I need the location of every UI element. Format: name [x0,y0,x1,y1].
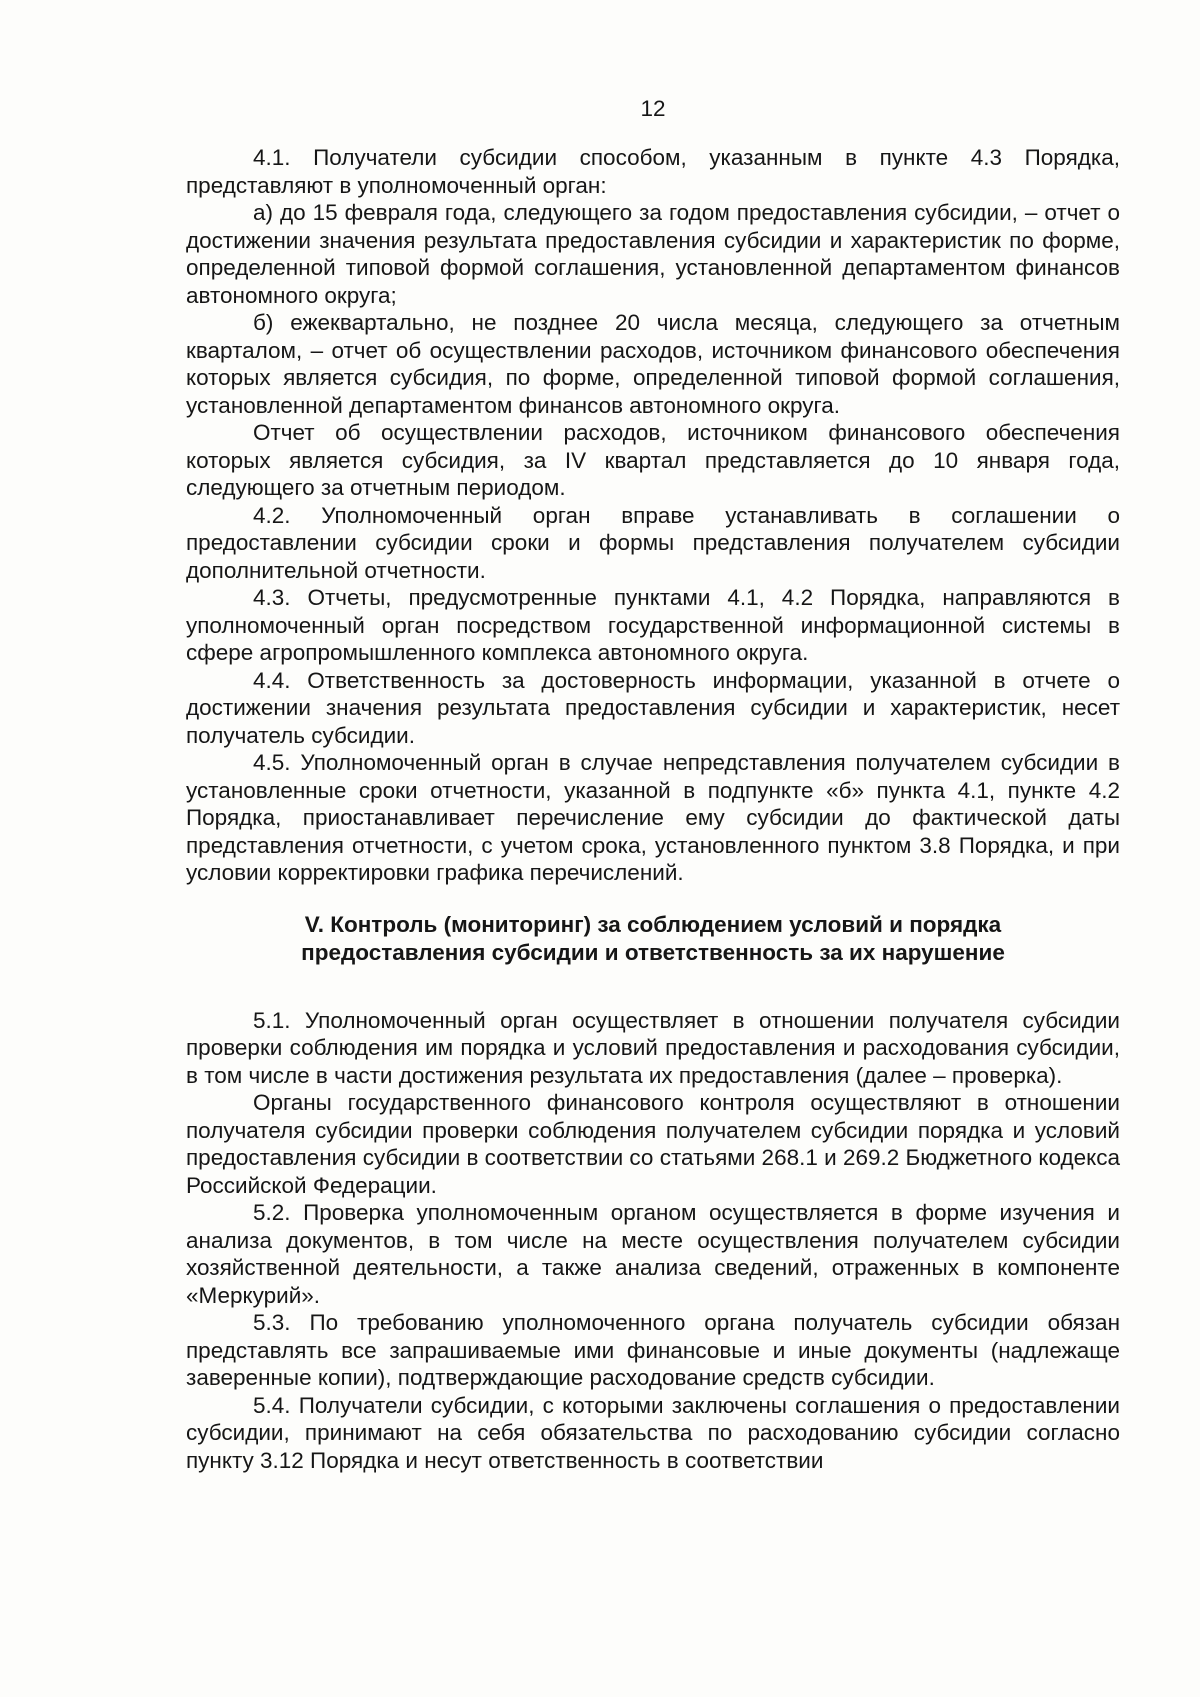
paragraph-4-1-b: б) ежеквартально, не позднее 20 числа месяца, следующего за отчетным кварталом, – отчет об осуществлении расходов, источником финансового обеспечения которых является субсидия, по форме, определенной типовой формой соглашения, установленной департаментом финансов автономного округа. [186,310,1120,418]
page-number: 12 [640,96,666,121]
section-5-heading [186,911,1120,967]
paragraph-4-1: 4.1. Получатели субсидии способом, указанным в пункте 4.3 Порядка, представляют в уполномоченный орган: [186,145,1120,198]
paragraph-4-1-a: а) до 15 февраля года, следующего за годом предоставления субсидии, – отчет о достижении значения результата предоставления субсидии и характеристик по форме, определенной типовой формой соглашения, установленной департаментом финансов автономного округа; [186,200,1120,308]
paragraph-4-2: 4.2. Уполномоченный орган вправе устанавливать в соглашении о предоставлении субсидии сроки и формы представления получателем субсидии дополнительной отчетности. [186,502,1120,583]
section-5-heading-line-1: V. Контроль (мониторинг) за соблюдением условий и порядка [304,911,1002,937]
page-content [186,96,1120,1474]
paragraph-5-4: 5.4. Получатели субсидии, с которыми заключены соглашения о предоставлении субсидии, принимают на себя обязательства по расходованию субсидии согласно пункту 3.12 Порядка и несут ответственность в соответствии [186,1392,1120,1473]
paragraph-4-3: 4.3. Отчеты, предусмотренные пунктами 4.1, 4.2 Порядка, направляются в уполномоченный орган посредством государственной информационной системы в сфере агропромышленного комплекса автономного округа. [186,585,1120,665]
paragraph-4-4: 4.4. Ответственность за достоверность информации, указанной в отчете о достижении значения результата предоставления субсидии и характеристик, несет получатель субсидии. [186,667,1120,748]
paragraph-5-3: 5.3. По требованию уполномоченного органа получатель субсидии обязан представлять все запрашиваемые ими финансовые и иные документы (надлежаще заверенные копии), подтверждающие расходование средств субсидии. [186,1310,1120,1390]
section-5-heading-line-2: предоставления субсидии и ответственность за их нарушение [301,939,1005,965]
paragraph-5-2: 5.2. Проверка уполномоченным органом осуществляется в форме изучения и анализа документов, в том числе на месте осуществления получателем субсидии хозяйственной деятельности, а также анализа сведений, отраженных в компоненте «Меркурий». [186,1200,1120,1308]
paragraph-state-control: Органы государственного финансового контроля осуществляют в отношении получателя субсидии проверки соблюдения получателем субсидии порядка и условий предоставления субсидии в соответствии со статьями 268.1 и 269.2 Бюджетного кодекса Российской Федерации. [186,1090,1120,1198]
paragraph-4-5: 4.5. Уполномоченный орган в случае непредставления получателем субсидии в установленные сроки отчетности, указанной в подпункте «б» пункта 4.1, пункте 4.2 Порядка, приостанавливает перечисление ему субсидии до фактической даты представления отчетности, с учетом срока, установленного пунктом 3.8 Порядка, и при условии корректировки графика перечислений. [186,750,1120,885]
paragraph-5-1: 5.1. Уполномоченный орган осуществляет в отношении получателя субсидии проверки соблюдения им порядка и условий предоставления и расходования субсидии, в том числе в части достижения результата их предоставления (далее – проверка). [186,1007,1120,1088]
paragraph-q4-report: Отчет об осуществлении расходов, источником финансового обеспечения которых является субсидия, за IV квартал представляется до 10 января года, следующего за отчетным периодом. [186,420,1120,500]
